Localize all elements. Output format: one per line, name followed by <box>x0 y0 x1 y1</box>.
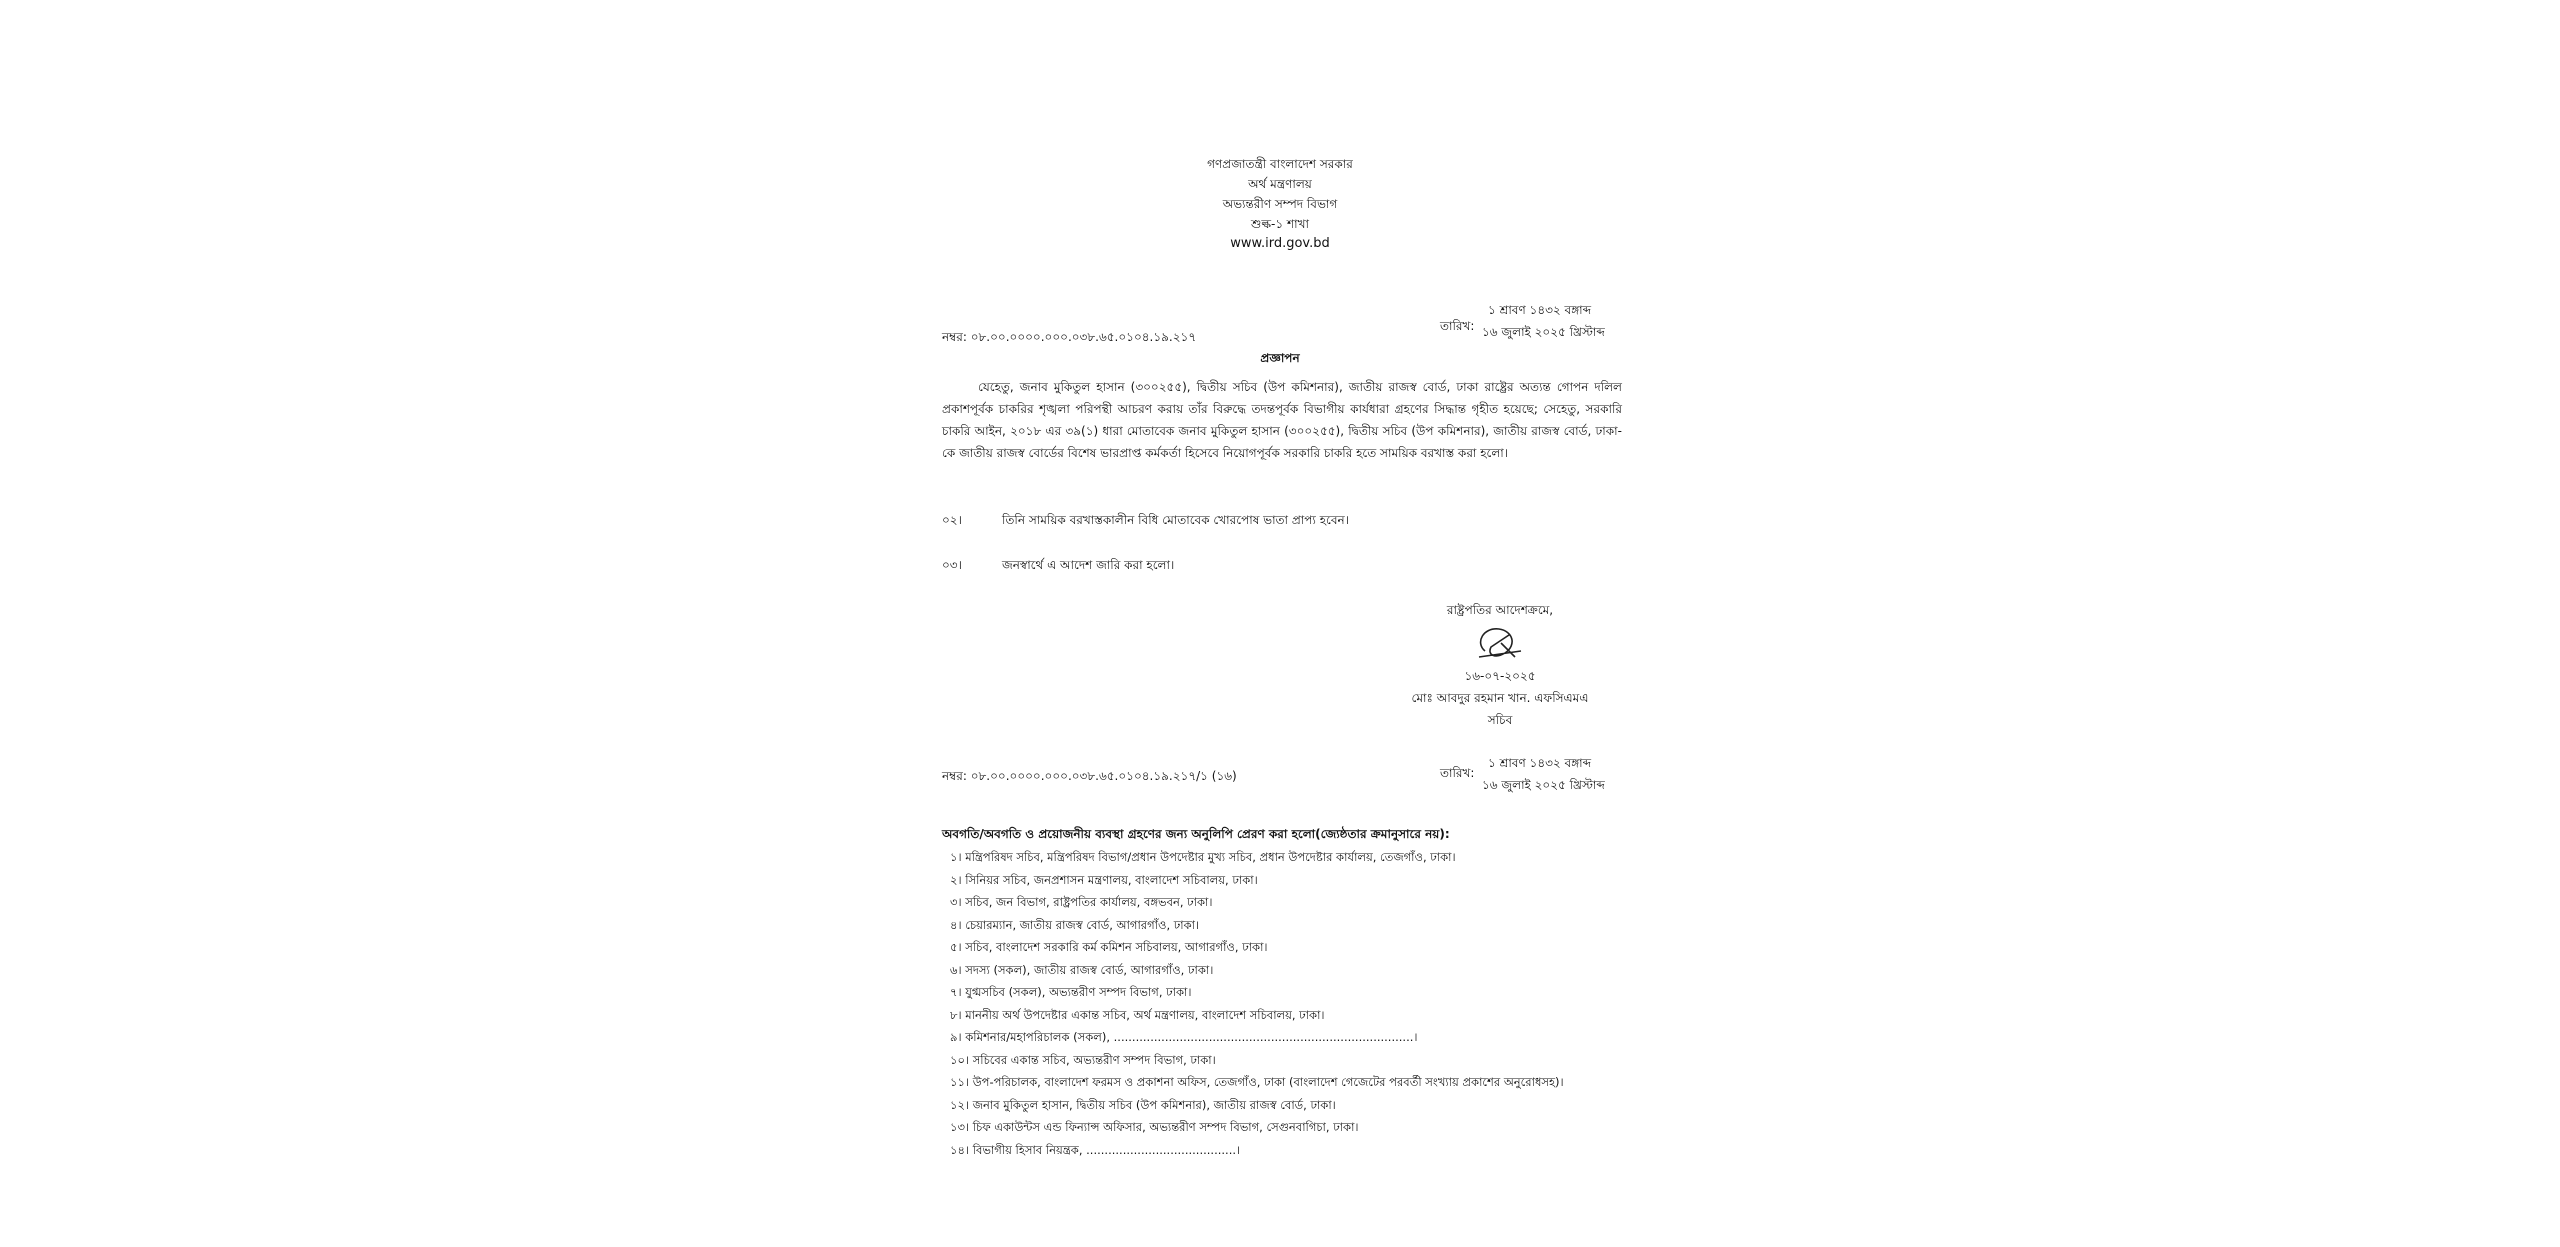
ministry-name: অর্থ মন্ত্রণালয় <box>1248 177 1312 191</box>
list-item: ৩। সচিব, জন বিভাগ, রাষ্ট্রপতির কার্যালয়, বঙ্গভবন, ঢাকা। <box>950 895 1213 909</box>
signatory-name: মোঃ আবদুর রহমান খান. এফসিএমএ <box>1411 691 1589 705</box>
signatory-designation: সচিব <box>1487 713 1513 727</box>
letterhead <box>1180 154 1380 254</box>
date-bangla-2: ১ শ্রাবণ ১৪৩২ বঙ্গাব্দ <box>1488 756 1592 770</box>
order-line: রাষ্ট্রপতির আদেশক্রমে, <box>1446 603 1554 617</box>
signature-mark <box>1380 621 1620 665</box>
paragraph-02-text: তিনি সাময়িক বরখাস্তকালীন বিধি মোতাবেক খোরপোষ ভাতা প্রাপ্য হবেন। <box>1002 513 1349 527</box>
paragraph-02 <box>942 512 1349 532</box>
body-paragraph: যেহেতু, জনাব মুকিতুল হাসান (৩০০২৫৫), দ্বিতীয় সচিব (উপ কমিশনার), জাতীয় রাজস্ব বোর্ড, ঢাকা রাষ্ট্রের অত্যন্ত গোপন দলিল প্রকাশপূর্বক চাকরির শৃঙ্খলা পরিপন্থী আচরণ করায় তাঁর বিরুদ্ধে তদন্তপূর্বক বিভাগীয় কার্যধারা গ্রহণের সিদ্ধান্ত গৃহীত হয়েছে; সেহেতু, সরকারি চাকরি আইন, ২০১৮ এর ৩৯(১) ধারা মোতাবেক জনাব মুকিতুল হাসান (৩০০২৫৫), দ্বিতীয় সচিব (উপ কমিশনার), জাতীয় রাজস্ব বোর্ড, ঢাকা-কে জাতীয় রাজস্ব বোর্ডের বিশেষ ভারপ্রাপ্ত কর্মকর্তা হিসেবে নিয়োগপূর্বক সরকারি চাকরি হতে সাময়িক বরখাস্ত করা হলো। <box>942 380 1622 460</box>
paragraph-03 <box>942 557 1174 577</box>
list-item: ৫। সচিব, বাংলাদেশ সরকারি কর্ম কমিশন সচিবালয়, আগারগাঁও, ঢাকা। <box>950 940 1268 954</box>
signature-date: ১৬-০৭-২০২৫ <box>1464 669 1536 683</box>
date-bangla: ১ শ্রাবণ ১৪৩২ বঙ্গাব্দ <box>1488 303 1592 317</box>
website-link[interactable]: www.ird.gov.bd <box>1230 236 1330 251</box>
list-item: ৬। সদস্য (সকল), জাতীয় রাজস্ব বোর্ড, আগারগাঁও, ঢাকা। <box>950 962 1214 977</box>
date-label: তারিখ: <box>1440 319 1475 333</box>
memo-reference-number: নম্বর: ০৮.০০.০০০০.০০০.০৩৮.৬৫.০১০৪.১৯.২১৭ <box>942 330 1197 344</box>
distribution-list <box>950 846 1600 1161</box>
list-item: ৪। চেয়ারম্যান, জাতীয় রাজস্ব বোর্ড, আগারগাঁও, ঢাকা। <box>950 917 1200 932</box>
date-english-2: ১৬ জুলাই ২০২৫ খ্রিস্টাব্দ <box>1482 778 1605 792</box>
date-english: ১৬ জুলাই ২০২৫ খ্রিস্টাব্দ <box>1482 325 1605 339</box>
list-item: ৮। মাননীয় অর্থ উপদেষ্টার একান্ত সচিব, অর্থ মন্ত্রণালয়, বাংলাদেশ সচিবালয়, ঢাকা। <box>950 1007 1325 1022</box>
memo-reference-number-2: নম্বর: ০৮.০০.০০০০.০০০.০৩৮.৬৫.০১০৪.১৯.২১৭/১ (১৬) <box>942 769 1237 783</box>
signature-block <box>1380 599 1620 731</box>
paragraph-03-number: ০৩। <box>942 558 962 572</box>
list-item: ১২। জনাব মুকিতুল হাসান, দ্বিতীয় সচিব (উপ কমিশনার), জাতীয় রাজস্ব বোর্ড, ঢাকা। <box>950 1097 1336 1112</box>
list-item: ১। মন্ত্রিপরিষদ সচিব, মন্ত্রিপরিষদ বিভাগ/প্রধান উপদেষ্টার মুখ্য সচিব, প্রধান উপদেষ্টার কার্যালয়, তেজগাঁও, ঢাকা। <box>950 850 1456 864</box>
list-item: ৯। কমিশনার/মহাপরিচালক (সকল), ..................................................................................। <box>950 1030 1418 1044</box>
date-label-2: তারিখ: <box>1440 766 1475 780</box>
date-block <box>1482 299 1605 343</box>
list-item: ১১। উপ-পরিচালক, বাংলাদেশ ফরমস ও প্রকাশনা অফিস, তেজগাঁও, ঢাকা (বাংলাদেশ গেজেটের পরবর্তী সংখ্যায় প্রকাশের অনুরোধসহ)। <box>950 1075 1564 1089</box>
division-name: অভ্যন্তরীণ সম্পদ বিভাগ <box>1222 197 1338 211</box>
paragraph-02-number: ০২। <box>942 513 962 527</box>
section-name: শুল্ক-১ শাখা <box>1251 217 1309 231</box>
list-item: ১৩। চিফ একাউন্টস এন্ড ফিন্যান্স অফিসার, অভ্যন্তরীণ সম্পদ বিভাগ, সেগুনবাগিচা, ঢাকা। <box>950 1120 1359 1134</box>
date-block-2 <box>1482 752 1605 796</box>
distribution-heading: অবগতি/অবগতি ও প্রয়োজনীয় ব্যবস্থা গ্রহণের জন্য অনুলিপি প্রেরণ করা হলো(জ্যেষ্ঠতার ক্রমানুসারে নয়): <box>942 827 1450 841</box>
list-item: ২। সিনিয়র সচিব, জনপ্রশাসন মন্ত্রণালয়, বাংলাদেশ সচিবালয়, ঢাকা। <box>950 872 1258 887</box>
list-item: ১০। সচিবের একান্ত সচিব, অভ্যন্তরীণ সম্পদ বিভাগ, ঢাকা। <box>950 1052 1216 1067</box>
paragraph-03-text: জনস্বার্থে এ আদেশ জারি করা হলো। <box>1002 558 1175 572</box>
document-title: প্রজ্ঞাপন <box>1260 351 1300 365</box>
list-item: ১৪। বিভাগীয় হিসাব নিয়ন্ত্রক, .........................................। <box>950 1142 1241 1157</box>
list-item: ৭। যুগ্মসচিব (সকল), অভ্যন্তরীণ সম্পদ বিভাগ, ঢাকা। <box>950 985 1192 999</box>
government-name: গণপ্রজাতন্ত্রী বাংলাদেশ সরকার <box>1207 157 1353 171</box>
